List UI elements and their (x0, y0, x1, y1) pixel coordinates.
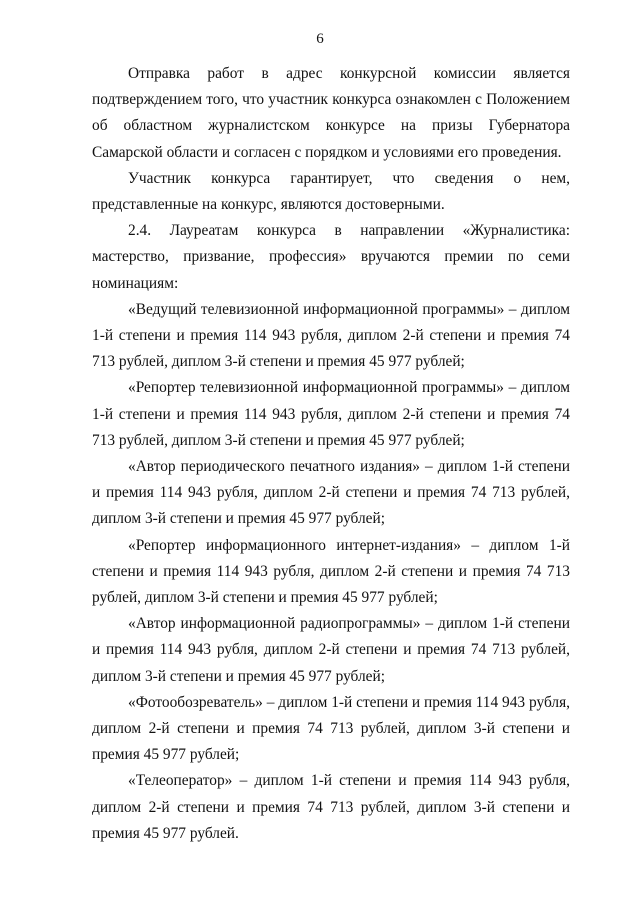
nomination-print-author: «Автор периодического печатного издания» – диплом 1-й степени и премия 114 943 рубля, диплом 2-й степени и премия 74 713 рублей, диплом 3-й степени и премия 45 977 рублей; (92, 458, 570, 528)
nomination-photo-reviewer: «Фотообозреватель» – диплом 1-й степени и премия 114 943 рубля, диплом 2-й степени и премия 74 713 рублей, диплом 3-й степени и премия 45 977 рублей; (92, 693, 570, 764)
nomination-internet-reporter: «Репортер информационного интернет-издания» – диплом 1-й степени и премия 114 943 рубля, диплом 2-й степени и премия 74 713 рублей, диплом 3-й степени и премия 45 977 рублей; (92, 536, 570, 607)
nomination-cameraman: «Телеоператор» – диплом 1-й степени и премия 114 943 рубля, диплом 2-й степени и премия 74 713 рублей, диплом 3-й степени и премия 45 977 рублей. (92, 772, 570, 842)
paragraph-submission-consent: Отправка работ в адрес конкурсной комиссии является подтверждением того, что участник конкурса ознакомлен с Положением об областном журналистском конкурсе на призы Губернатора Самарской области и согласен с порядком и условиями его проведения. (92, 65, 570, 161)
paragraph-data-guarantee: Участник конкурса гарантирует, что сведения о нем, представленные на конкурс, являются достоверными. (92, 169, 570, 214)
nomination-radio-author: «Автор информационной радиопрограммы» – диплом 1-й степени и премия 114 943 рубля, диплом 2-й степени и премия 74 713 рублей, диплом 3-й степени и премия 45 977 рублей; (92, 615, 570, 685)
nomination-tv-host: «Ведущий телевизионной информационной программы» – диплом 1-й степени и премия 114 943 рубля, диплом 2-й степени и премия 74 713 рублей, диплом 3-й степени и премия 45 977 рублей; (92, 300, 570, 371)
nomination-tv-reporter: «Репортер телевизионной информационной программы» – диплом 1-й степени и премия 114 943 рубля, диплом 2-й степени и премия 74 713 рублей, диплом 3-й степени и премия 45 977 рублей; (92, 379, 570, 449)
page-number: 6 (316, 31, 324, 47)
paragraph-section-2-4: 2.4. Лауреатам конкурса в направлении «Журналистика: мастерство, призвание, профессия» вручаются премии по семи номинациям: (92, 222, 570, 292)
document-body (92, 61, 570, 847)
